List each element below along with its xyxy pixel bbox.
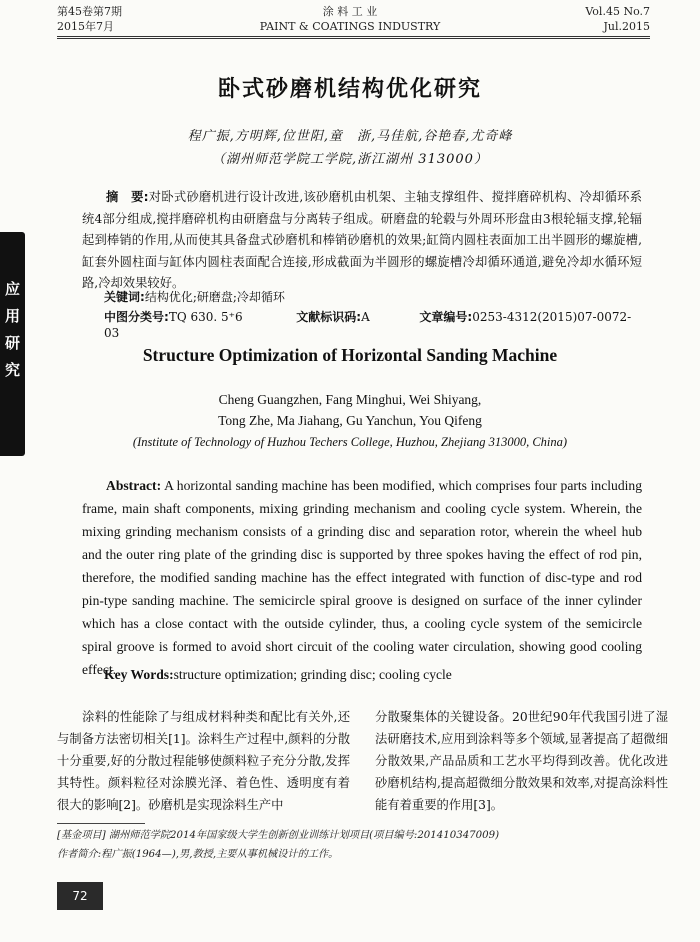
clc-value: TQ 630. 5⁺6 [168, 310, 243, 324]
side-tab-char: 用 [4, 307, 20, 325]
keywords-cn [104, 289, 285, 305]
abstract-text-cn: 对卧式砂磨机进行设计改进,该砂磨机由机架、主轴支撑组件、搅拌磨碎机构、冷却循环系统4部分组成,搅拌磨碎机构由研磨盘与分离转子组成。研磨盘的轮毂与外周环形盘由3根轮辐支撑,轮辐起到棒销的作用,从而使其具备盘式砂磨机和棒销砂磨机的效果;缸筒内圆柱表面加工出半圆形的螺旋槽,缸套外圆柱面与缸体内圆柱表面配合连接,形成截面为半圆形的螺旋槽冷却循环通道,避免冷却水循环短路,冷却效果较好。 [82, 190, 642, 290]
keywords-text-en: structure optimization; grinding disc; cooling cycle [173, 667, 452, 682]
doc-code-label: 文献标识码: [296, 310, 362, 324]
volume-issue-en: Vol.45 No.7 [585, 5, 650, 18]
header-rule-bottom [57, 38, 650, 39]
page-number: 72 [57, 882, 103, 910]
clc-label: 中图分类号: [104, 310, 169, 324]
body-column-right: 分散聚集体的关键设备。20世纪90年代我国引进了湿法研磨技术,应用到涂料等多个领域,显著提高了超微细分散效果,产品品质和工艺水平均得到改善。优化改进砂磨机结构,提高超微细分散效果和效率,对提高涂料性能有着重要的作用[3]。 [375, 710, 668, 812]
authors-en-line1: Cheng Guangzhen, Fang Minghui, Wei Shiyang, [218, 392, 482, 407]
paper-title-en: Structure Optimization of Horizontal Sanding Machine [142, 345, 558, 365]
side-tab-char: 应 [4, 280, 20, 298]
keywords-label-cn: 关键词: [104, 290, 145, 304]
authors-cn: 程广振,方明辉,位世阳,童 浙,马佳航,谷艳春,尤奇峰 [187, 129, 513, 144]
side-tab-label [0, 276, 25, 384]
abstract-label-cn: 摘 要: [106, 190, 149, 204]
date-cn: 2015年7月 [57, 20, 114, 33]
journal-volume-info-en [585, 4, 650, 34]
keywords-text-cn: 结构优化;研磨盘;冷却循环 [144, 290, 285, 304]
keywords-en [104, 667, 452, 683]
paper-title-cn: 卧式砂磨机结构优化研究 [217, 77, 482, 102]
journal-name-cn: 涂 料 工 业 [322, 5, 378, 18]
abstract-text-en: A horizontal sanding machine has been modified, which comprises four parts including frame, main shaft components, mixing grinding mechanism and cooling cycle system. Wherein, the mixing grinding mechanism consists of a grinding disc and separation rotor, wherein the wheel hub and the outer ring plate of the grinding disc is supported by three spokes having the effect of rod pin, therefore, the modified sanding machine has the effect integrated with function of disc-type and rod pin-type sanding machine. The semicircle spiral groove is designed on surface of the inner cylinder which has a close contact with the outside cylinder, thus, a cooling cycle system of the semicircle spiral groove is formed to avoid short circuit of the cooling water circulation, showing good cooling effect. [82, 478, 642, 677]
footnote-author: 作者简介:程广振(1964—),男,教授,主要从事机械设计的工作。 [57, 849, 339, 860]
header-rule-top [57, 36, 650, 37]
abstract-label-en: Abstract: [106, 478, 162, 493]
date-en: Jul.2015 [603, 20, 650, 33]
side-tab-char: 究 [4, 361, 20, 379]
journal-name [250, 4, 450, 34]
affiliation-en: (Institute of Technology of Huzhou Techers College, Huzhou, Zhejiang 313000, China) [132, 435, 568, 449]
classification-line [104, 309, 644, 341]
keywords-label-en: Key Words: [104, 667, 174, 682]
volume-issue-cn: 第45卷第7期 [57, 5, 122, 18]
journal-volume-info [57, 4, 122, 34]
authors-en-line2: Tong Zhe, Ma Jiahang, Gu Yanchun, You Qifeng [218, 413, 482, 428]
affiliation-cn: （湖州师范学院工学院,浙江湖州 313000） [212, 152, 488, 167]
article-no-label: 文章编号: [419, 310, 473, 324]
doc-code-value: A [361, 310, 370, 324]
journal-name-en: PAINT & COATINGS INDUSTRY [259, 20, 441, 33]
footnote-rule [57, 823, 145, 824]
footnote-fund: [基金项目] 湖州师范学院2014年国家级大学生创新创业训练计划项目(项目编号:201410347009) [57, 830, 500, 841]
abstract-cn [82, 187, 642, 295]
side-tab-char: 研 [4, 334, 20, 352]
body-column-left: 涂料的性能除了与组成材料种类和配比有关外,还与制备方法密切相关[1]。涂料生产过程中,颜料的分散十分重要,好的分散过程能够使颜料粒子充分分散,发挥其特性。颜料粒径对涂膜光泽、着色性、透明度有着很大的影响[2]。砂磨机是实现涂料生产中 [57, 710, 350, 812]
abstract-en [82, 474, 642, 681]
article-no-value: 0253-4312(2015)07-0072-03 [104, 310, 632, 340]
